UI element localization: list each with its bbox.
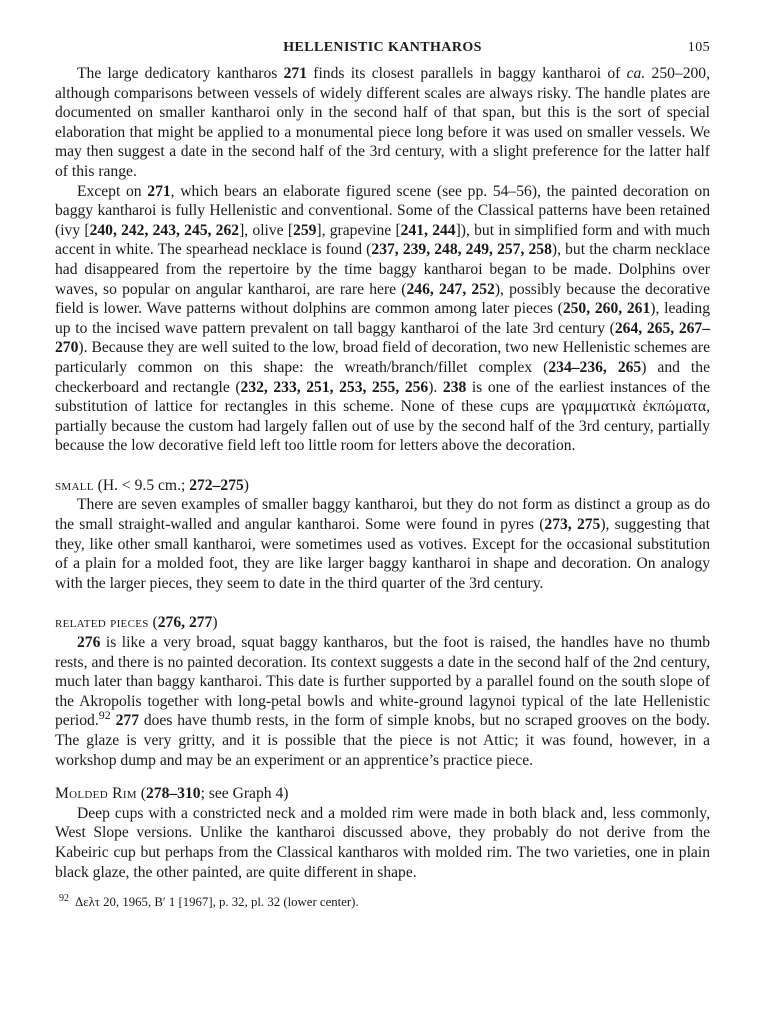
catalogue-ref: 240, 242, 243, 245, 262	[89, 221, 240, 239]
catalogue-ref: 237, 239, 248, 249, 257, 258	[371, 241, 552, 259]
catalogue-ref: 234–236, 265	[548, 358, 642, 376]
footnote-text: Δελτ 20, 1965, Β′ 1 [1967], p. 32, pl. 32 (lower center).	[75, 895, 359, 910]
catalogue-ref: 259	[293, 221, 317, 239]
section-heading-small: small (H. < 9.5 cm.; 272–275)	[55, 476, 249, 494]
running-title: HELLENISTIC KANTHAROS	[283, 40, 482, 55]
paragraph-related-pieces: 276 is like a very broad, squat baggy kantharos, but the foot is raised, the handles have no thumb rests, and there is no painted decoration. Its context suggests a date in the second half of the 2nd century, much later than baggy kantharoi. This date is further supported by a parallel found on the south slope of the Akropolis together with long-petal bowls and white-ground lagynoi typical of the late Hellenistic period.$^{92}$ 277 does have thumb rests, in the form of simple knobs, but no scraped grooves on the body. The glaze is very gritty, and it is possible that the piece is not Attic; it was found, however, in a workshop dump and may be an experiment or an apprentice’s practice piece.	[55, 634, 710, 769]
catalogue-ref: 246, 247, 252	[406, 280, 495, 298]
catalogue-ref: 277	[115, 712, 139, 730]
paragraph-painted-decoration: Except on 271, which bears an elaborate figured scene (see pp. 54–56), the painted decoration on baggy kantharoi is fully Hellenistic and conventional. Some of the Classical patterns have been retained (ivy [240, 242, 243, 245, 262], olive [259], grapevine [241, 244]), but in simplified form and with much accent in white. The spearhead necklace is found (237, 239, 248, 249, 257, 258), but the charm necklace had disappeared from the repertoire by the time baggy kantharoi began to be made. Dolphins over waves, so popular on angular kantharoi, are rare here (246, 247, 252), possibly because the decorative field is lower. Wave patterns without dolphins are common among later pieces (250, 260, 261), leading up to the incised wave pattern prevalent on tall baggy kantharoi of the late 3rd century (264, 265, 267–270). Because they are well suited to the low, broad field of decoration, two new Hellenistic schemes are particularly common on this shape: the wreath/branch/fillet complex (234–236, 265) and the checkerboard and rectangle (232, 233, 251, 253, 255, 256). 238 is one of the earliest instances of the substitution of lattice for rectangles in this scheme. None of these cups are γραμματικὰ ἐκπώματα, partially because the custom had largely fallen out of use by the second half of the 3rd century, partially because the low decorative field left too little room for letters above the decoration.	[55, 182, 711, 455]
paragraph-small-kantharoi: There are seven examples of smaller baggy kantharoi, but they do not form as distinct a group as do the small straight-walled and angular kantharoi. Some were found in pyres (273, 275), suggesting that they, like other small kantharoi, were sometimes used as votives. Except for the occasional substitution of a plain for a molded foot, they are like larger baggy kantharoi in shape and decoration. On analogy with the larger pieces, they seem to date in the third quarter of the 3rd century.	[55, 496, 711, 592]
section-heading-related-pieces: related pieces (276, 277)	[55, 614, 218, 632]
catalogue-ref: 238	[442, 378, 467, 396]
footnote-reference: 92	[98, 708, 111, 723]
catalogue-ref: 250, 260, 261	[562, 300, 651, 318]
catalogue-ref: 232, 233, 251, 253, 255, 256	[240, 378, 429, 396]
footnote-number: 92	[59, 892, 69, 904]
section-heading-molded-rim: Molded Rim (278–310; see Graph 4)	[55, 785, 289, 803]
page-number: 105	[687, 40, 710, 55]
page	[55, 40, 710, 910]
paragraph-molded-rim: Deep cups with a constricted neck and a molded rim were made in both black and, less commonly, West Slope versions. Unlike the kantharoi discussed above, they probably do not derive from the Kabeiric cup but perhaps from the Classical kantharos with molded rim. The two varieties, one in plain black glaze, the other painted, are quite different in shape.	[55, 804, 710, 881]
catalogue-ref: 271	[283, 65, 307, 82]
paragraph-dedicatory-kantharos: The large dedicatory kantharos 271 finds its closest parallels in baggy kantharoi of ca. 250–200, although comparisons between vessels of widely different scales are always risky. The handle plates are documented on smaller kantharoi only in the second half of that span, but this is the sort of special elaboration that might be applied to a monumental piece long before it was used on smaller vessels. We may then suggest a date in the second half of the 3rd century, with a slight preference for the latter half of this range.	[55, 65, 711, 180]
running-head	[55, 40, 710, 64]
catalogue-ref: 271	[147, 182, 171, 200]
catalogue-ref: 264, 265, 267–270	[55, 319, 711, 357]
catalogue-ref: 241, 244	[400, 221, 456, 239]
footnote	[55, 894, 710, 910]
catalogue-ref: 273, 275	[544, 516, 601, 534]
catalogue-ref: 276	[77, 634, 101, 652]
